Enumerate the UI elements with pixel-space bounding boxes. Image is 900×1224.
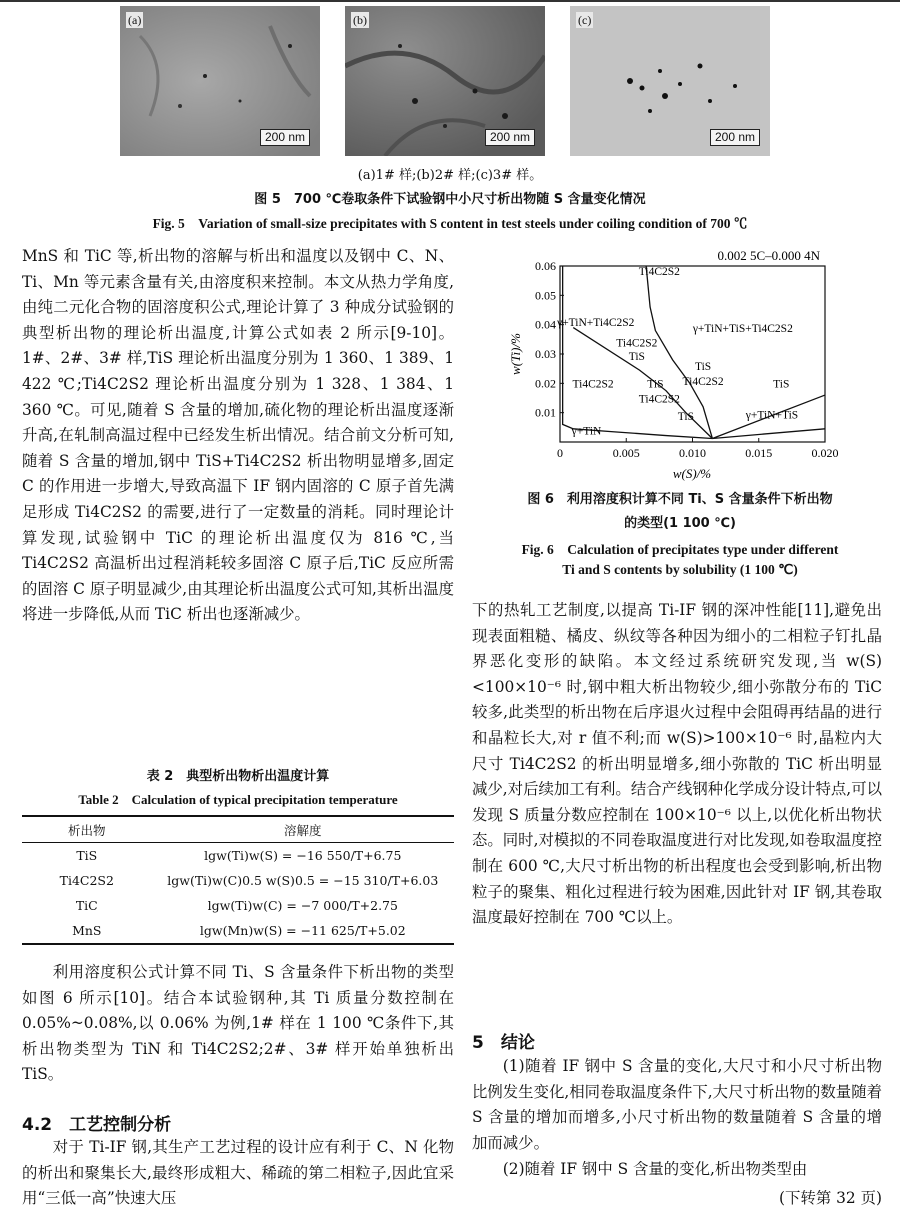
figure5-subcaption: (a)1# 样;(b)2# 样;(c)3# 样。 xyxy=(357,168,543,183)
micrograph-panel-b xyxy=(345,6,545,156)
chart-region-label: γ+TiN+TiS xyxy=(745,409,799,422)
table-cell: lgw(Ti)w(C)0.5 w(S)0.5 = −15 310/T+6.03 xyxy=(167,873,439,888)
table-row xyxy=(22,893,454,918)
chart-x-axis-label: w(S)/% xyxy=(672,466,712,481)
table-row xyxy=(22,868,454,893)
chart-region-label: TiS xyxy=(628,350,645,363)
micrograph-panel-c xyxy=(570,6,770,156)
table-cell: TiC xyxy=(75,898,98,913)
chart-y-tick-label: 0.03 xyxy=(535,347,556,361)
section-heading-5: 5 结论 xyxy=(472,1033,535,1053)
chart-region-label: TiS xyxy=(677,411,694,423)
chart-boundary-right-lower xyxy=(712,429,825,439)
figure6-caption-cn-line2: 的类型(1 100 ℃) xyxy=(624,516,736,531)
chart-region-label: γ+TiN+Ti4C2S2 xyxy=(557,317,635,330)
figure5-caption-cn: 图 5 700 ℃卷取条件下试验钢中小尺寸析出物随 S 含量变化情况 xyxy=(254,192,646,207)
table-header-row xyxy=(22,816,454,843)
scale-bar-label-c: 200 nm xyxy=(710,129,760,146)
table-cell: lgw(Mn)w(S) = −11 625/T+5.02 xyxy=(199,923,406,938)
right-paragraph-1: 下的热轧工艺制度,以提高 Ti-IF 钢的深冲性能[11],避免出现表面粗糙、橘皮、纵纹等各种因为细小的二相粒子钉扎晶界恶化变形的缺陷。本文经过系统研究发现,当 w(S)<100×10⁻⁶ 时,钢中粗大析出物较少,细小弥散分布的 TiC 较多,此类型的析出物在后序退火过程中会阻碍再结晶的进行和晶粒长大,对 r 值不利;而 w(S)>100×10⁻⁶ 时,晶粒内大尺寸 Ti4C2S2 的析出明显增多,细小弥散的 TiC 析出明显减少,对后续加工有利。结合产线钢种化学成分设计特点,可以发现 S 质量分数应控制在 100×10⁻⁶ 以上,以优化析出物状态。同时,对模拟的不同卷取温度进行对比发现,如卷取温度控制在 600 ℃,大尺寸析出物的析出程度也会受到影响,析出物粒子的聚集、粗化过程进行较为困难,因此针对 IF 钢,其卷取温度最好控制在 700 ℃以上。 xyxy=(472,601,882,927)
top-rule xyxy=(0,0,900,2)
table-cell: Ti4C2S2 xyxy=(59,873,114,888)
table-header-cell: 析出物 xyxy=(68,822,106,838)
figure5-caption-en: Fig. 5 Variation of small-size precipitates with S content in test steels under coiling condition of 700 ℃ xyxy=(152,216,748,231)
chart-top-annotation: 0.002 5C–0.000 4N xyxy=(717,248,820,263)
chart-x-tick-label: 0.010 xyxy=(679,446,706,460)
chart-y-tick-label: 0.05 xyxy=(535,288,556,303)
table-header-cell: 溶解度 xyxy=(284,822,322,838)
chart-y-tick-label: 0.04 xyxy=(535,317,556,332)
panel-label-b: (b) xyxy=(353,13,367,27)
micrograph-panel-a xyxy=(120,6,320,156)
left-paragraph-1: MnS 和 TiC 等,析出物的溶解与析出和温度以及钢中 C、N、Ti、Mn 等元素含量有关,由溶度积来控制。本文从热力学角度,由纯二元化合物的固溶度积公式,理论计算了 3 种成分试验钢的典型析出物的理论析出温度,计算公式如表 2 所示[9-10]。1#、2#、3# 样,TiS 理论析出温度分别为 1 360、1 389、1 422 ℃;Ti4C2S2 理论析出温度分别为 1 328、1 384、1 360 ℃。可见,随着 S 含量的增加,硫化物的理论析出温度逐渐升高,在轧制高温过程中已经发生析出情况。结合前文分析可知,随着 S 含量的增加,钢中 TiS+Ti4C2S2 析出物明显增多,固定 C 的作用进一步增大,导致高温下 IF 钢内固溶的 C 原子首先满足形成 Ti4C2S2 的需要,进行了一定数量的消耗。同时理论计算发现,试验钢中 TiC 的理论析出温度仅为 816 ℃,当 Ti4C2S2 高温析出过程消耗较多固溶 C 原子后,TiC 反应所需的固溶 C 原子明显减少,由其理论析出温度公式可知,其析出温度将进一步降低,从而 TiC 析出也逐渐减少。 xyxy=(22,247,454,624)
chart-region-labels xyxy=(556,266,798,438)
section-heading-4-2: 4.2 工艺控制分析 xyxy=(22,1115,172,1135)
chart-y-tick-label: 0.01 xyxy=(535,405,556,420)
scale-bar-label-a: 200 nm xyxy=(260,129,310,146)
chart-region-label: Ti4C2S2 xyxy=(638,393,680,406)
continued-note: (下转第 32 页) xyxy=(779,1189,882,1207)
chart-region-label: Ti4C2S2 xyxy=(638,265,680,278)
chart-region-label: Ti4C2S2 xyxy=(572,378,614,391)
figure6-caption-en-line1: Fig. 6 Calculation of precipitates type under different xyxy=(521,542,839,557)
table2 xyxy=(22,815,454,945)
chart-region-label: γ+TiN xyxy=(571,425,602,438)
table-cell: lgw(Ti)w(S) = −16 550/T+6.75 xyxy=(204,848,402,863)
table-cell: lgw(Ti)w(C) = −7 000/T+2.75 xyxy=(207,898,398,913)
chart-x-tick-label: 0.020 xyxy=(811,446,839,460)
figure6-chart xyxy=(490,246,880,484)
table-row xyxy=(22,843,454,869)
chart-x-tick-label: 0.015 xyxy=(745,446,773,460)
left-paragraph-3: 对于 Ti-IF 钢,其生产工艺过程的设计应有利于 C、N 化物的析出和聚集长大,最终形成粗大、稀疏的第二相粒子,因此宜采用“三低一高”快速大压 xyxy=(22,1138,454,1208)
chart-region-label: TiS xyxy=(773,378,790,391)
scale-bar-label-b: 200 nm xyxy=(485,129,535,146)
table2-title-cn: 表 2 典型析出物析出温度计算 xyxy=(146,769,330,784)
chart-y-tick-label: 0.02 xyxy=(535,376,556,391)
panel-label-c: (c) xyxy=(578,13,592,27)
figure6-caption-en-line2: Ti and S contents by solubility (1 100 ℃) xyxy=(562,562,798,577)
chart-region-label: γ+TiN+TiS+Ti4C2S2 xyxy=(692,323,793,335)
chart-region-label: TiS xyxy=(694,361,712,374)
chart-y-tick-label: 0.06 xyxy=(535,259,556,273)
chart-x-tick-label: 0.005 xyxy=(612,446,640,460)
right-paragraph-3: (2)随着 IF 钢中 S 含量的变化,析出物类型由 xyxy=(502,1160,808,1178)
chart-region-label: Ti4C2S2 xyxy=(616,337,658,350)
figure6-caption-cn-line1: 图 6 利用溶度积计算不同 Ti、S 含量条件下析出物 xyxy=(527,492,833,507)
chart-region-label: TiS xyxy=(647,378,664,391)
right-paragraph-2: (1)随着 IF 钢中 S 含量的变化,大尺寸和小尺寸析出物比例发生变化,相同卷取温度条件下,大尺寸析出物的数量随着 S 含量的增加而增多,小尺寸析出物的数量随着 S 含量的增加而减少。 xyxy=(472,1057,882,1152)
table2-title-en: Table 2 Calculation of typical precipitation temperature xyxy=(78,792,398,807)
table-cell: MnS xyxy=(72,923,102,938)
panel-label-a: (a) xyxy=(128,13,142,27)
chart-y-axis-label: w(Ti)/% xyxy=(508,333,523,375)
table-row xyxy=(22,918,454,944)
chart-region-label: Ti4C2S2 xyxy=(682,375,724,388)
left-paragraph-2: 利用溶度积公式计算不同 Ti、S 含量条件下析出物的类型如图 6 所示[10]。结合本试验钢种,其 Ti 质量分数控制在 0.05%~0.08%,以 0.06% 为例,1# 样在 1 100 ℃条件下,其析出物类型为 TiN 和 Ti4C2S2;2#、3# 样开始单独析出 TiS。 xyxy=(22,963,454,1084)
chart-x-tick-label: 0 xyxy=(557,446,563,460)
table-cell: TiS xyxy=(76,848,98,863)
